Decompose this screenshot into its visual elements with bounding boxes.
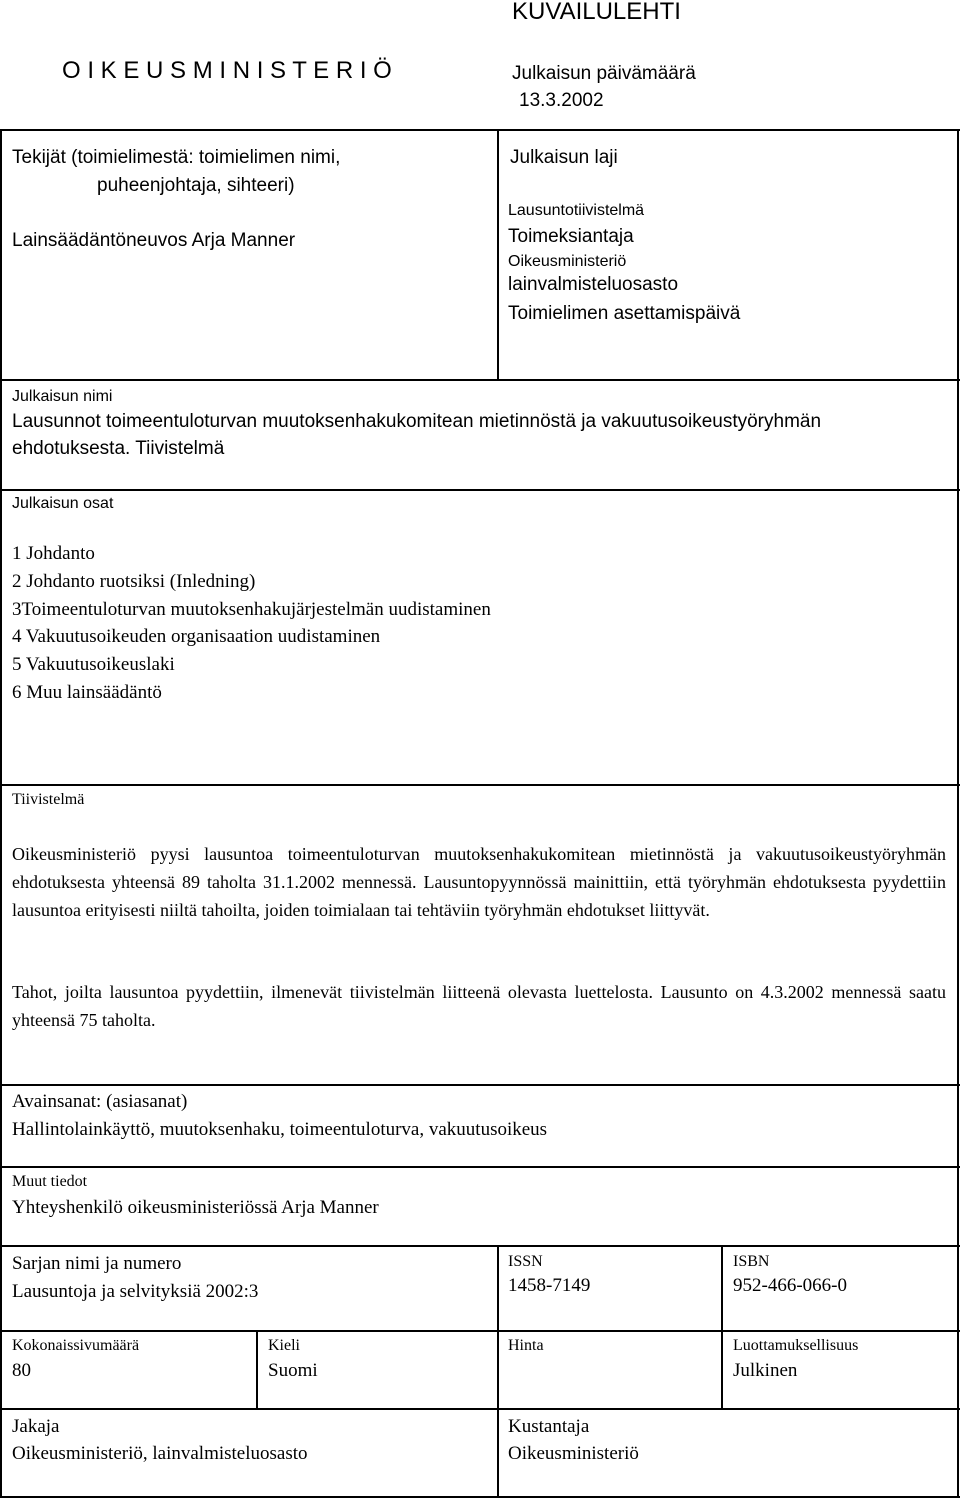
parts-item: 3Toimeentuloturvan muutoksenhakujärjestelmän uudistaminen [12,599,491,620]
rule-col-isbn [721,1245,723,1408]
parts-item: 6 Muu lainsäädäntö [12,682,162,703]
series-label: Sarjan nimi ja numero [12,1253,182,1274]
parts-item: 5 Vakuutusoikeuslaki [12,654,175,675]
confidentiality-label: Luottamuksellisuus [733,1337,859,1354]
pub-type-label: Julkaisun laji [510,147,618,168]
rule-parts-top [0,489,960,491]
ministry-name: O I K E U S M I N I S T E R I Ö [62,57,392,84]
rule-other-top [0,1166,960,1168]
series-value: Lausuntoja ja selvityksiä 2002:3 [12,1281,259,1302]
pub-date-label: Julkaisun päivämäärä [512,63,696,84]
rule-name-top [0,379,960,381]
rule-series-top [0,1245,960,1247]
pages-value: 80 [12,1360,31,1381]
parts-item: 1 Johdanto [12,543,95,564]
authors-value: Lainsäädäntöneuvos Arja Manner [12,230,296,251]
publisher-value: Oikeusministeriö [508,1443,639,1464]
pages-label: Kokonaissivumäärä [12,1337,140,1354]
summary-paragraph-1: Oikeusministeriö pyysi lausuntoa toimeentuloturvan muutoksenhakukomitean mietinnöstä ja vakuutusoikeustyöryhmän ehdotuksesta yhteensä 89 taholta 31.1.2002 mennessä. Lausuntopyynnössä mainittiin, että työryhmän ehdotuksesta pyydettiin lausuntoa erityisesti niiltä tahoilta, joiden toimialaan tai tehtäviin työryhmän ehdotukset liittyvät. [12,844,946,920]
other-info-value: Yhteyshenkilö oikeusministeriössä Arja Manner [12,1197,379,1218]
doc-type-title: KUVAILULEHTI [512,0,681,25]
rule-keywords-top [0,1084,960,1086]
confidentiality-value: Julkinen [733,1360,798,1381]
rule-col-language [256,1330,258,1408]
other-info-label: Muut tiedot [12,1173,88,1190]
parts-label: Julkaisun osat [12,495,114,512]
rule-summary-top [0,784,960,786]
authors-label-line1: Tekijät (toimielimestä: toimielimen nimi, [12,147,341,168]
commissioner-line1: Oikeusministeriö [508,253,627,270]
price-label: Hinta [508,1337,544,1354]
keywords-label: Avainsanat: (asiasanat) [12,1091,188,1112]
distributor-label: Jakaja [12,1416,60,1437]
authors-label-line2: puheenjohtaja, sihteeri) [97,175,295,196]
commissioner-line2: lainvalmisteluosasto [508,274,679,295]
language-value: Suomi [268,1360,318,1381]
language-label: Kieli [268,1337,300,1354]
keywords-value: Hallintolainkäyttö, muutoksenhaku, toimeentuloturva, vakuutusoikeus [12,1119,548,1140]
rule-header-split [497,129,499,379]
issn-value: 1458-7149 [508,1275,591,1296]
rule-col-issn [497,1245,499,1496]
parts-item: 4 Vakuutusoikeuden organisaation uudistaminen [12,626,381,647]
pub-name-line1: Lausunnot toimeentuloturvan muutoksenhakukomitean mietinnöstä ja vakuutusoikeustyöryhmän [12,411,822,432]
parts-item: 2 Johdanto ruotsiksi (Inledning) [12,571,256,592]
distributor-value: Oikeusministeriö, lainvalmisteluosasto [12,1443,308,1464]
summary-paragraph-2: Tahot, joilta lausuntoa pyydettiin, ilmenevät tiivistelmän liitteenä olevasta luettelosta. Lausunto on 4.3.2002 mennessä saatu yhteensä 75 taholta. [12,982,946,1030]
publisher-label: Kustantaja [508,1416,590,1437]
rule-details-top [0,1330,960,1332]
pub-date-value: 13.3.2002 [519,90,604,111]
pub-name-line2: ehdotuksesta. Tiivistelmä [12,438,225,459]
rule-left-border [0,129,2,1498]
rule-dist-top [0,1408,960,1410]
rule-header-bottom [0,129,960,131]
commissioner-label: Toimeksiantaja [508,226,634,247]
setup-date-label: Toimielimen asettamispäivä [508,303,741,324]
isbn-value: 952-466-066-0 [733,1275,847,1296]
rule-bottom [0,1496,960,1498]
isbn-label: ISBN [733,1253,770,1270]
summary-label: Tiivistelmä [12,791,85,808]
rule-right-border [957,129,959,1498]
pub-type-value: Lausuntotiivistelmä [508,202,645,219]
issn-label: ISSN [508,1253,543,1270]
pub-name-label: Julkaisun nimi [12,388,113,405]
